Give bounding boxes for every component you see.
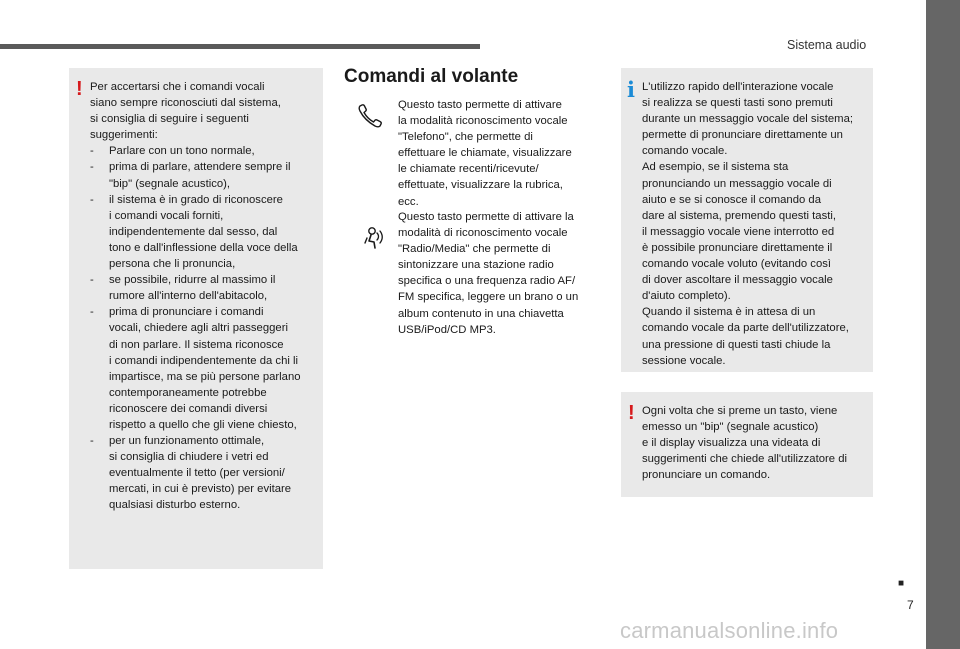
page-number: 7	[907, 598, 914, 612]
info-icon: i	[627, 77, 635, 102]
voice-tips-warning-box	[69, 68, 323, 569]
page-title: Comandi al volante	[344, 66, 519, 87]
exclamation-icon: !	[628, 402, 635, 424]
watermark: carmanualsonline.info	[620, 618, 839, 643]
quick-interaction-info-box	[621, 68, 873, 372]
list-item: - Parlare con un tono normale,	[90, 143, 313, 159]
section-header: Sistema audio	[787, 38, 867, 52]
phone-handset-icon	[356, 102, 384, 130]
media-control-description: Questo tasto permette di attivare la modalità di riconoscimento vocale "Radio/Media" che permette di sintonizzare una stazione radio specifica o una frequenza radio AF/ FM specifica, leggere un brano o un album contenuto in una chiavetta USB/iPod/CD MP3.	[398, 211, 579, 336]
page-edge-band	[926, 0, 960, 649]
voice-command-icon	[358, 226, 384, 252]
end-of-section-marker: ■	[898, 578, 905, 589]
list-item: - se possibile, ridurre al massimo il rumore all'interno dell'abitacolo,	[90, 272, 313, 304]
warning-intro: Per accertarsi che i comandi vocali siano sempre riconosciuti dal sistema, si consiglia di seguire i seguenti suggerimenti:	[90, 81, 281, 142]
exclamation-icon: !	[76, 78, 83, 100]
list-item: - prima di pronunciare i comandi vocali, chiedere agli altri passeggeri di non parlare. Il sistema riconosce i comandi indipendentemente da chi li impartisce, ma se più persone parlano contemporaneamente potrebbe riconoscere dei comandi diversi rispetto a quello che gli viene chiesto,	[90, 304, 313, 433]
header-rule	[0, 44, 480, 49]
phone-control-description: Questo tasto permette di attivare la modalità riconoscimento vocale "Telefono", che permette di effettuare le chiamate, visualizzare le chiamate recenti/ricevute/ effettuate, visualizzare la rubrica, ecc.	[398, 99, 572, 208]
tips-list	[90, 143, 313, 513]
list-item: - il sistema è in grado di riconoscere i comandi vocali forniti, indipendentemente dal sesso, dal tono e dall'inflessione della voce della persona che li pronuncia,	[90, 192, 313, 272]
list-item: - per un funzionamento ottimale, si consiglia di chiudere i vetri ed eventualmente il tetto (per versioni/ mercati, in cui è previsto) per evitare qualsiasi disturbo esterno.	[90, 433, 313, 513]
beep-warning-text: Ogni volta che si preme un tasto, viene emesso un "bip" (segnale acustico) e il display visualizza una videata di suggerimenti che chiede all'utilizzatore di pronunciare un comando.	[642, 405, 847, 482]
beep-warning-box	[621, 392, 873, 497]
info-text: L'utilizzo rapido dell'interazione vocale si realizza se questi tasti sono premuti durante un messaggio vocale del sistema; permette di pronunciare direttamente un comando vocale. Ad esempio, se il sistema sta pronunciando un messaggio vocale di aiuto e se si conosce il comando da dare al sistema, premendo questi tasti, il messaggio vocale viene interrotto ed è possibile pronunciare direttamente il comando vocale voluto (evitando così di dover ascoltare il messaggio vocale d'aiuto completo). Quando il sistema è in attesa di un comando vocale da parte dell'utilizzatore, una pressione di questi tasti chiude la sessione vocale.	[642, 81, 853, 367]
list-item: - prima di parlare, attendere sempre il "bip" (segnale acustico),	[90, 159, 313, 191]
